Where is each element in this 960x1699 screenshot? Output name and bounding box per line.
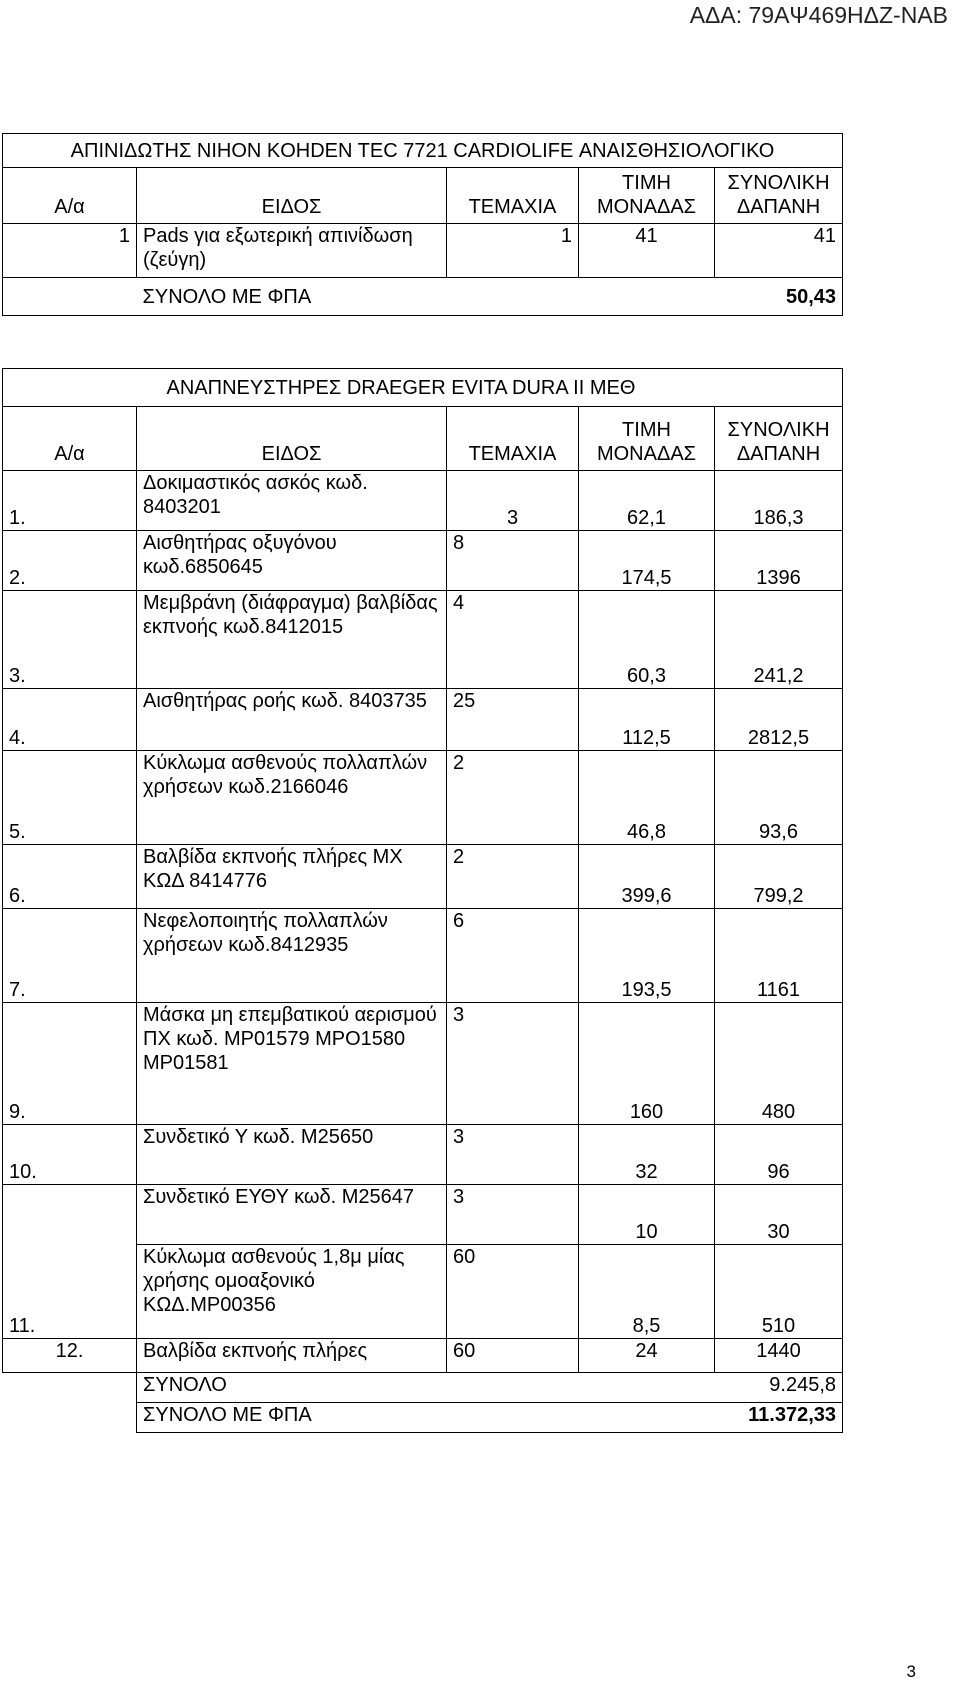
row-price: 10: [579, 1185, 715, 1245]
row-total: 480: [715, 1003, 843, 1125]
row-price: 193,5: [579, 909, 715, 1003]
page-number: 3: [906, 1662, 916, 1681]
row-aa: 4.: [3, 689, 137, 751]
row-total: 186,3: [715, 471, 843, 531]
table-row: [3, 1125, 843, 1185]
table2-sum-value: 9.245,8: [715, 1373, 843, 1403]
row-price: 46,8: [579, 751, 715, 845]
table1-sum-label: ΣΥΝΟΛΟ ΜΕ ΦΠΑ: [137, 278, 715, 316]
row-qty: 8: [447, 531, 579, 591]
row-qty: 60: [447, 1339, 579, 1373]
row-aa: 9.: [3, 1003, 137, 1125]
table-row: [3, 751, 843, 845]
row-item: Συνδετικό ΕΥΘΥ κωδ. Μ25647: [137, 1185, 447, 1245]
table-row: [3, 1245, 843, 1339]
row-item: Συνδετικό Υ κωδ. Μ25650: [137, 1125, 447, 1185]
row-item: Μεμβράνη (διάφραγμα) βαλβίδας εκπνοής κωδ.8412015: [137, 591, 447, 689]
row-qty: 3: [447, 1003, 579, 1125]
row-total: 799,2: [715, 845, 843, 909]
row-item: Βαλβίδα εκπνοής πλήρες: [137, 1339, 447, 1373]
table2-sum-vat-label: ΣΥΝΟΛΟ ΜΕ ΦΠΑ: [137, 1403, 715, 1433]
table2-sum-label: ΣΥΝΟΛΟ: [137, 1373, 715, 1403]
row-total: 41: [715, 224, 843, 278]
row-item: Pads για εξωτερική απινίδωση (ζεύγη): [137, 224, 447, 278]
table2-title: ΑΝΑΠΝΕΥΣΤΗΡΕΣ DRAEGER EVITA DURA II ΜΕΘ: [137, 369, 843, 407]
row-total: 1440: [715, 1339, 843, 1373]
row-qty: 2: [447, 751, 579, 845]
table2-sum-vat-value: 11.372,33: [715, 1403, 843, 1433]
row-total: 93,6: [715, 751, 843, 845]
table2-header-qty: ΤΕΜΑΧΙΑ: [447, 407, 579, 471]
row-price: 399,6: [579, 845, 715, 909]
row-item: Αισθητήρας ροής κωδ. 8403735: [137, 689, 447, 751]
row-total: 510: [715, 1245, 843, 1339]
table-row: [3, 591, 843, 689]
row-qty: 4: [447, 591, 579, 689]
row-item: Κύκλωμα ασθενούς πολλαπλών χρήσεων κωδ.2166046: [137, 751, 447, 845]
defibrillator-table: [2, 133, 843, 316]
table-row: [3, 471, 843, 531]
row-total: 2812,5: [715, 689, 843, 751]
row-aa: 2.: [3, 531, 137, 591]
table2-header-aa: Α/α: [3, 407, 137, 471]
row-qty: 60: [447, 1245, 579, 1339]
row-aa: 7.: [3, 909, 137, 1003]
table1-header-item: ΕΙΔΟΣ: [137, 168, 447, 224]
row-total: 1161: [715, 909, 843, 1003]
table1-header-qty: ΤΕΜΑΧΙΑ: [447, 168, 579, 224]
row-qty: 6: [447, 909, 579, 1003]
row-item: Αισθητήρας οξυγόνου κωδ.6850645: [137, 531, 447, 591]
row-item: Κύκλωμα ασθενούς 1,8μ μίας χρήσης ομοαξονικό ΚΩΔ.ΜΡ00356: [137, 1245, 447, 1339]
row-price: 174,5: [579, 531, 715, 591]
table2-header-item: ΕΙΔΟΣ: [137, 407, 447, 471]
table-row: [3, 845, 843, 909]
table2-header-total: ΣΥΝΟΛΙΚΗ ΔΑΠΑΝΗ: [715, 407, 843, 471]
row-aa: 5.: [3, 751, 137, 845]
row-item: Νεφελοποιητής πολλαπλών χρήσεων κωδ.8412935: [137, 909, 447, 1003]
row-aa: 3.: [3, 591, 137, 689]
row-aa: 1: [3, 224, 137, 278]
table-row: [3, 224, 843, 278]
row-qty: 25: [447, 689, 579, 751]
row-qty: 1: [447, 224, 579, 278]
row-price: 60,3: [579, 591, 715, 689]
row-aa: 11.: [3, 1245, 137, 1339]
row-item: Βαλβίδα εκπνοής πλήρες ΜΧ ΚΩΔ 8414776: [137, 845, 447, 909]
row-price: 41: [579, 224, 715, 278]
row-price: 160: [579, 1003, 715, 1125]
row-aa: 12.: [3, 1339, 137, 1373]
row-qty: 2: [447, 845, 579, 909]
row-total: 241,2: [715, 591, 843, 689]
row-aa: 1.: [3, 471, 137, 531]
table-row: [3, 689, 843, 751]
table-row: [3, 909, 843, 1003]
row-aa: [3, 1185, 137, 1245]
row-price: 32: [579, 1125, 715, 1185]
row-qty: 3: [447, 1125, 579, 1185]
row-qty: 3: [447, 1185, 579, 1245]
table1-sum-value: 50,43: [715, 278, 843, 316]
row-price: 112,5: [579, 689, 715, 751]
ada-code: ΑΔΑ: 79ΑΨ469ΗΔΖ-ΝΑΒ: [689, 2, 948, 28]
table1-header-total: ΣΥΝΟΛΙΚΗ ΔΑΠΑΝΗ: [715, 168, 843, 224]
row-aa: 6.: [3, 845, 137, 909]
ventilator-table: [2, 368, 843, 1433]
row-item: Δοκιμαστικός ασκός κωδ. 8403201: [137, 471, 447, 531]
table-row: [3, 531, 843, 591]
row-price: 8,5: [579, 1245, 715, 1339]
row-total: 30: [715, 1185, 843, 1245]
table1-title: ΑΠΙΝΙΔΩΤΗΣ NIHON KOHDEN TEC 7721 CARDIOLIFE ΑΝΑΙΣΘΗΣΙΟΛΟΓΙΚΟ: [3, 134, 843, 168]
table1-header-price: ΤΙΜΗ ΜΟΝΑΔΑΣ: [579, 168, 715, 224]
row-price: 62,1: [579, 471, 715, 531]
row-price: 24: [579, 1339, 715, 1373]
row-qty: 3: [447, 471, 579, 531]
row-total: 96: [715, 1125, 843, 1185]
table-row: [3, 1003, 843, 1125]
table-row: [3, 1185, 843, 1245]
table-row: [3, 1339, 843, 1373]
row-item: Μάσκα μη επεμβατικού αερισμού ΠΧ κωδ. ΜΡ01579 ΜΡΟ1580 ΜΡ01581: [137, 1003, 447, 1125]
row-aa: 10.: [3, 1125, 137, 1185]
table1-header-aa: Α/α: [3, 168, 137, 224]
row-total: 1396: [715, 531, 843, 591]
table2-header-price: ΤΙΜΗ ΜΟΝΑΔΑΣ: [579, 407, 715, 471]
